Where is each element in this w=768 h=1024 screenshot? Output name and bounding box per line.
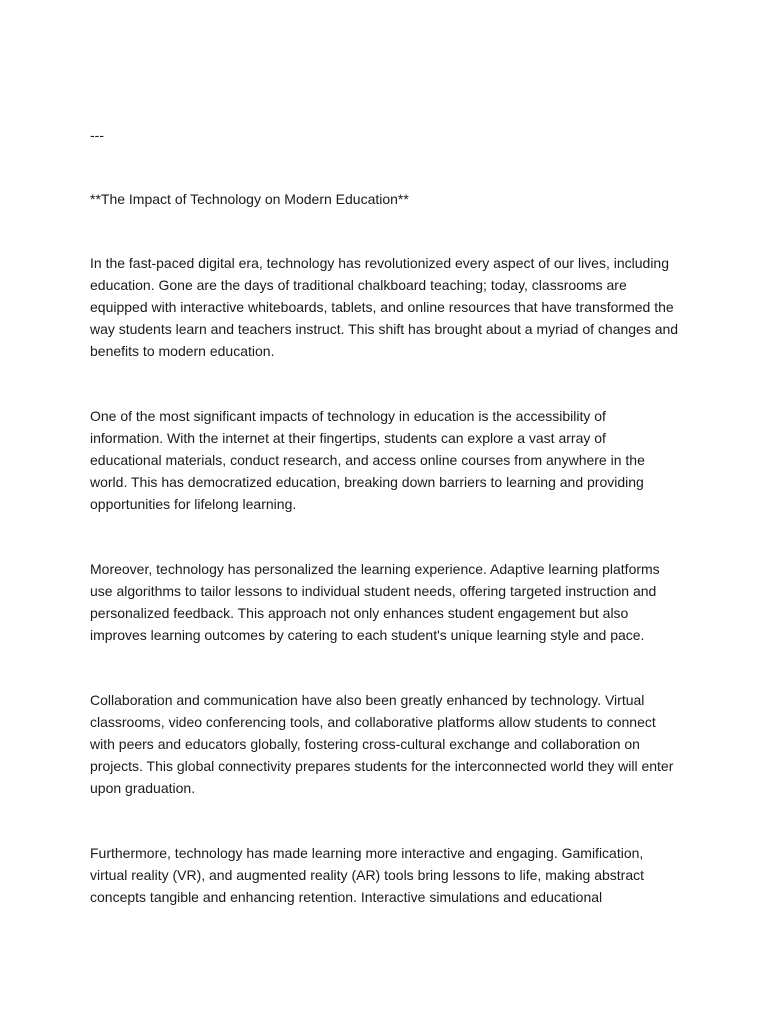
paragraph-intro: In the fast-paced digital era, technology has revolutionized every aspect of our lives, including education. Gone are the days of traditional chalkboard teaching; today, classrooms are equipped with interactive whiteboards, tablets, and online resources that have transformed the way students learn and teachers instruct. This shift has brought about a myriad of changes and benefits to modern education. xyxy=(90,255,679,359)
document-body xyxy=(90,124,680,951)
paragraph-interactive-learning: Furthermore, technology has made learning more interactive and engaging. Gamification, virtual reality (VR), and augmented reality (AR) tools bring lessons to life, making abstract concepts tangible and enhancing retention. Interactive simulations and educational xyxy=(90,845,645,905)
paragraph-collaboration: Collaboration and communication have also been greatly enhanced by technology. Virtual classrooms, video conferencing tools, and collaborative platforms allow students to connect with peers and educators globally, fostering cross-cultural exchange and collaboration on projects. This global connectivity prepares students for the interconnected world they will enter upon graduation. xyxy=(90,692,674,796)
paragraph-personalized-learning: Moreover, technology has personalized the learning experience. Adaptive learning platforms use algorithms to tailor lessons to individual student needs, offering targeted instruction and personalized feedback. This approach not only enhances student engagement but also improves learning outcomes by catering to each student's unique learning style and pace. xyxy=(90,561,660,643)
document-title: **The Impact of Technology on Modern Education** xyxy=(90,191,409,207)
paragraph-accessibility: One of the most significant impacts of technology in education is the accessibility of information. With the internet at their fingertips, students can explore a vast array of educational materials, conduct research, and access online courses from anywhere in the world. This has democratized education, breaking down barriers to learning and providing opportunities for lifelong learning. xyxy=(90,408,645,512)
separator-line: --- xyxy=(90,127,104,143)
